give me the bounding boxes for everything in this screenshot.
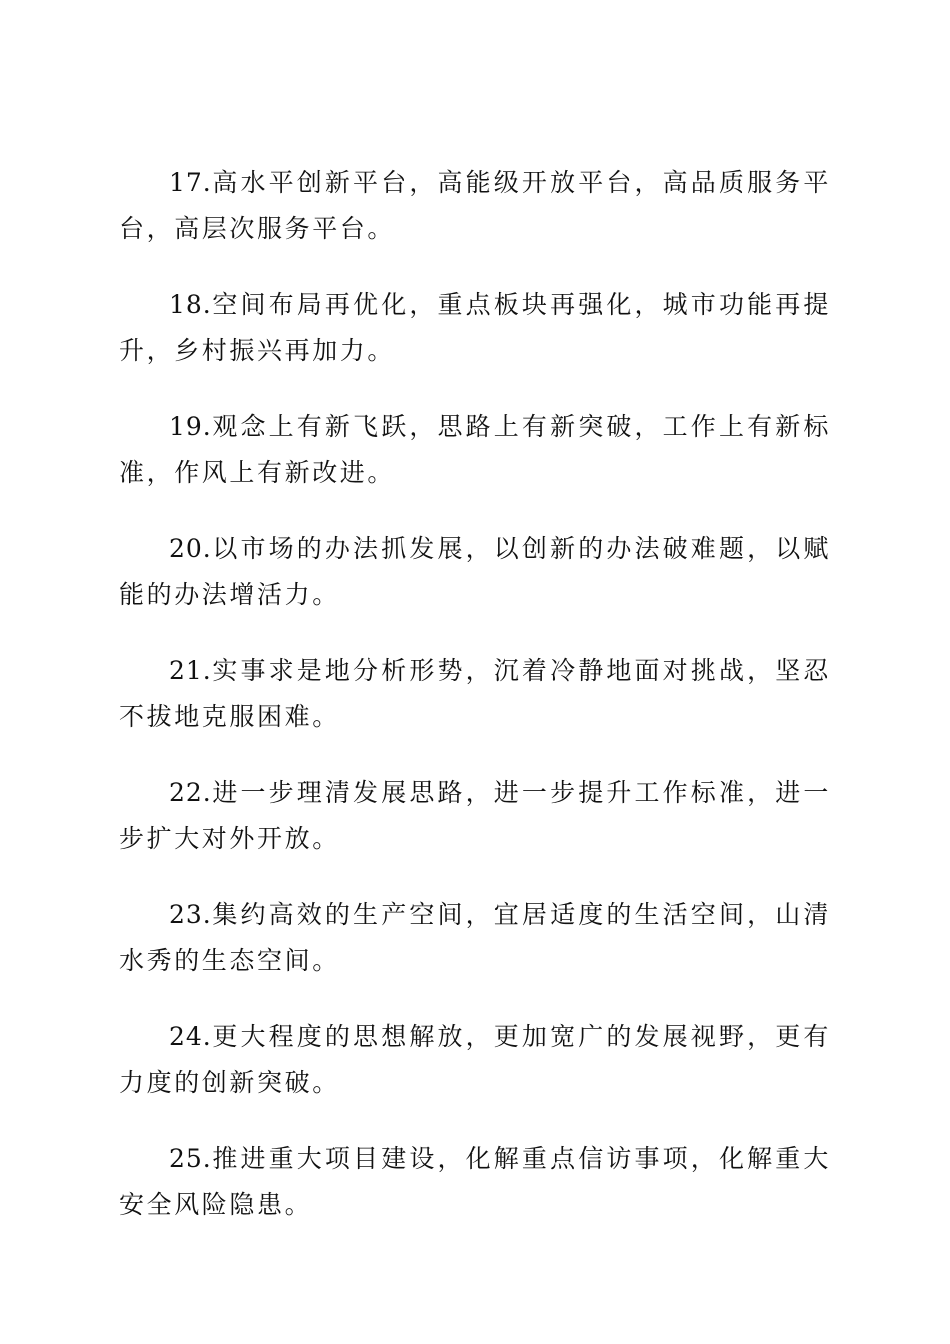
list-item (119, 282, 831, 374)
document-body (119, 160, 831, 1258)
item-text: 进一步理清发展思路，进一步提升工作标准，进一步扩大对外开放。 (119, 778, 831, 853)
item-number: 17. (169, 168, 212, 197)
item-text: 高水平创新平台，高能级开放平台，高品质服务平台，高层次服务平台。 (119, 168, 831, 243)
item-number: 24. (169, 1022, 212, 1051)
item-text: 以市场的办法抓发展，以创新的办法破难题，以赋能的办法增活力。 (119, 534, 831, 609)
item-text: 更大程度的思想解放，更加宽广的发展视野，更有力度的创新突破。 (119, 1022, 831, 1097)
list-item (119, 892, 831, 984)
item-number: 18. (169, 290, 212, 319)
list-item (119, 1136, 831, 1228)
item-number: 20. (169, 534, 212, 563)
item-number: 21. (169, 656, 212, 685)
item-text: 空间布局再优化，重点板块再强化，城市功能再提升，乡村振兴再加力。 (119, 290, 831, 365)
list-item (119, 404, 831, 496)
item-number: 25. (169, 1144, 212, 1173)
list-item (119, 1014, 831, 1106)
item-text: 集约高效的生产空间，宜居适度的生活空间，山清水秀的生态空间。 (119, 900, 831, 975)
item-text: 推进重大项目建设，化解重点信访事项，化解重大安全风险隐患。 (119, 1144, 831, 1219)
item-number: 23. (169, 900, 212, 929)
list-item (119, 648, 831, 740)
list-item (119, 526, 831, 618)
item-text: 观念上有新飞跃，思路上有新突破，工作上有新标准，作风上有新改进。 (119, 412, 831, 487)
list-item (119, 160, 831, 252)
item-text: 实事求是地分析形势，沉着冷静地面对挑战，坚忍不拔地克服困难。 (119, 656, 831, 731)
item-number: 22. (169, 778, 212, 807)
item-number: 19. (169, 412, 212, 441)
list-item (119, 770, 831, 862)
